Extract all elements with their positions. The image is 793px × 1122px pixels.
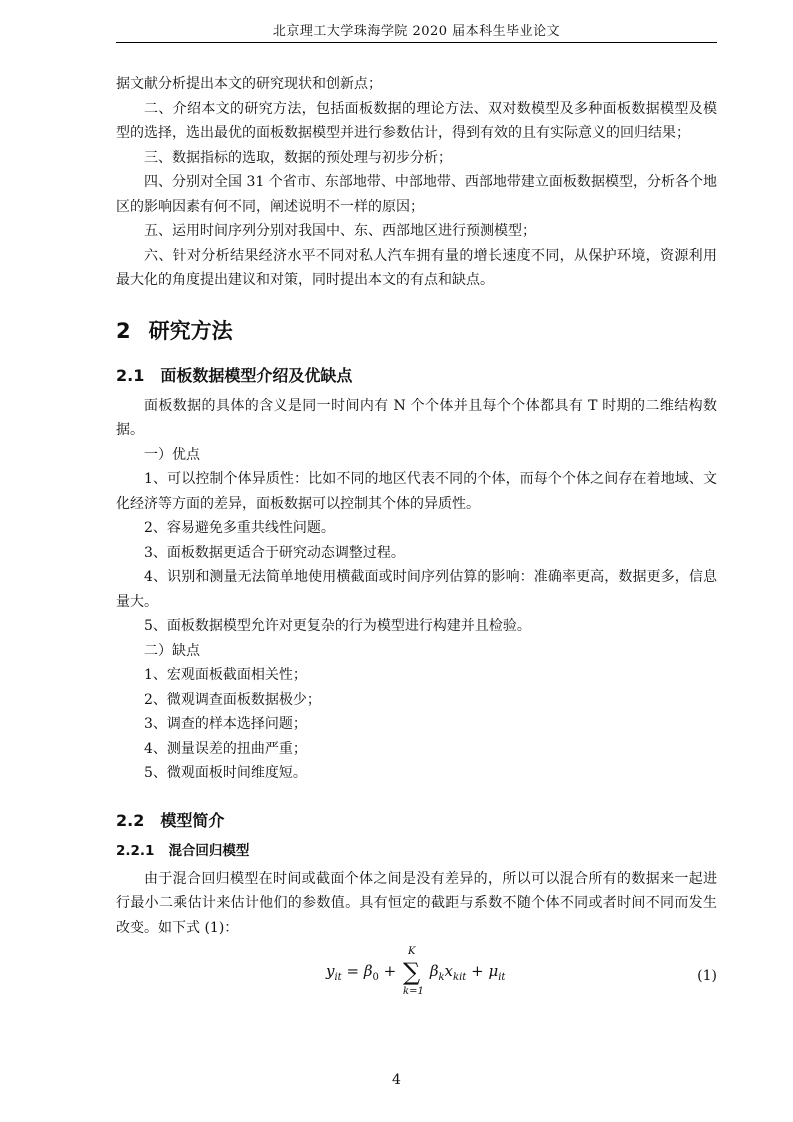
list-item: 2、容易避免多重共线性问题。	[144, 520, 335, 536]
list-item: 1、可以控制个体异质性：比如不同的地区代表不同的个体，而每个个体之间存在着地域、文化经济等方面的差异，面板数据可以控制其个体的异质性。	[116, 471, 717, 512]
sum-lower-limit: k=1	[403, 986, 424, 997]
eq-beta0: β	[363, 962, 373, 980]
equation-body	[326, 946, 506, 997]
eq-beta0-sub: 0	[372, 972, 379, 983]
list-item: 3、面板数据更适合于研究动态调整过程。	[144, 544, 405, 561]
eq-plus: +	[383, 962, 397, 980]
paragraph: 六、针对分析结果经济水平不同对私人汽车拥有量的增长速度不同，从保护环境，资源利用最大化的角度提出建议和对策，同时提出本文的有点和缺点。	[116, 247, 717, 288]
list-item: 4、测量误差的扭曲严重；	[144, 740, 307, 757]
eq-mu-sub: it	[498, 972, 506, 983]
list-item: 1、宏观面板截面相关性；	[144, 667, 307, 683]
equation-1	[116, 948, 717, 1012]
equation-number: (1)	[697, 968, 717, 984]
list-heading: 一）优点	[144, 446, 200, 463]
section-number: 2.1	[116, 365, 145, 385]
list-item: 5、面板数据模型允许对更复杂的行为模型进行构建并且检验。	[144, 618, 531, 634]
sum-upper-limit: K	[408, 946, 416, 957]
paragraph: 二、介绍本文的研究方法，包括面板数据的理论方法、双对数模型及多种面板数据模型及模型的选择，选出最优的面板数据模型并进行参数估计，得到有效的且有实际意义的回归结果；	[116, 100, 717, 141]
list-heading: 二）缺点	[144, 642, 200, 659]
paragraph: 三、数据指标的选取，数据的预处理与初步分析；	[144, 149, 452, 166]
section-heading-2-2	[116, 808, 717, 831]
eq-betak-sub: k	[438, 972, 445, 983]
eq-plus: +	[471, 962, 484, 980]
section-number: 2.2	[116, 810, 145, 830]
section-heading-2-2-1	[116, 839, 717, 859]
running-header: 北京理工大学珠海学院 2020 届本科生毕业论文	[272, 24, 561, 39]
list-item: 2、微观调查面板数据极少；	[144, 691, 321, 708]
section-title: 混合回归模型	[168, 842, 250, 859]
paragraph: 面板数据的具体的含义是同一时间内有 N 个个体并且每个个体都具有 T 时期的二维结构数据。	[116, 397, 717, 438]
header-rule	[116, 42, 717, 43]
eq-equals: =	[346, 962, 360, 980]
eq-x: x	[444, 962, 454, 980]
eq-betak: β	[429, 962, 439, 980]
section-title: 模型简介	[160, 810, 225, 830]
list-item: 4、识别和测量无法简单地使用横截面或时间序列估算的影响：准确率更高，数据更多，信息量大。	[116, 569, 717, 610]
section-title: 研究方法	[148, 318, 233, 343]
paragraph: 四、分别对全国 31 个省市、东部地带、中部地带、西部地带建立面板数据模型，分析各个地区的影响因素有何不同，阐述说明不一样的原因；	[116, 174, 717, 215]
section-title: 面板数据模型介绍及优缺点	[160, 365, 353, 385]
summation-symbol	[401, 946, 425, 997]
page-body	[116, 72, 717, 1012]
paragraph: 据文献分析提出本文的研究现状和创新点；	[116, 76, 382, 92]
section-number: 2	[116, 318, 131, 343]
list-item: 5、微观面板时间维度短。	[144, 765, 307, 781]
page-number: 4	[392, 1072, 401, 1088]
paragraph: 五、运用时间序列分别对我国中、东、西部地区进行预测模型；	[144, 223, 536, 239]
eq-lhs: y	[326, 962, 335, 980]
paragraph: 由于混合回归模型在时间或截面个体之间是没有差异的，所以可以混合所有的数据来一起进行最小二乘估计来估计他们的参数值。具有恒定的截距与系数不随个体不同或者时间不同而发生改变。如下式 (1)：	[116, 870, 717, 936]
section-number: 2.2.1	[116, 842, 155, 859]
sigma-icon: ∑	[403, 958, 421, 986]
section-heading-2	[116, 315, 717, 345]
eq-x-sub: kit	[453, 972, 467, 983]
eq-mu: μ	[488, 962, 499, 980]
list-item: 3、调查的样本选择问题；	[144, 716, 307, 732]
eq-lhs-sub: it	[334, 972, 342, 983]
section-heading-2-1	[116, 363, 717, 386]
